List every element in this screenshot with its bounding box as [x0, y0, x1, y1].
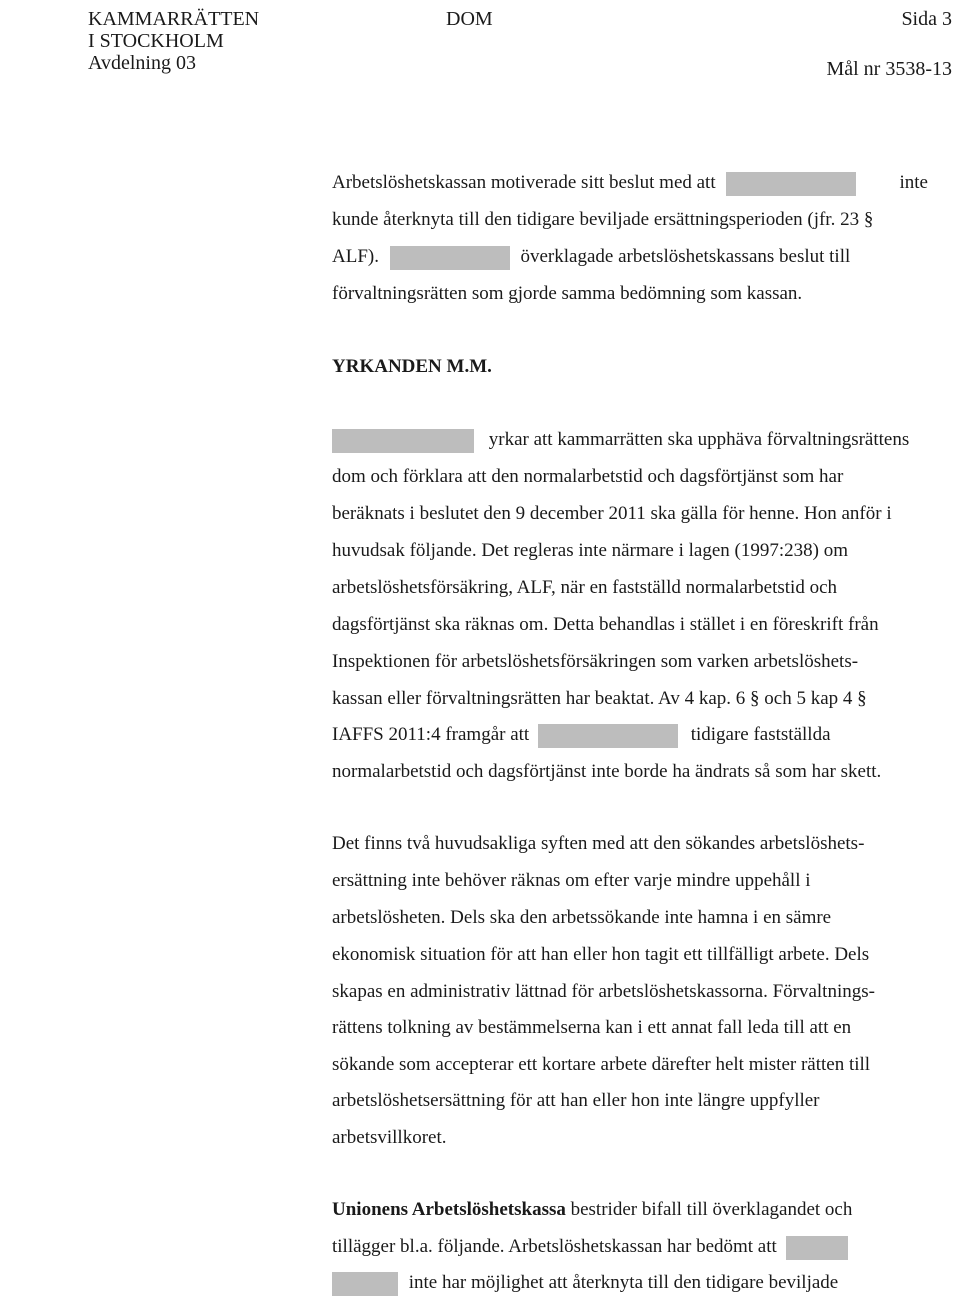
paragraph-line: förvaltningsrätten som gjorde samma bedömning som kassan. [332, 283, 803, 304]
redaction-block [538, 724, 678, 748]
division: Avdelning 03 [88, 52, 196, 74]
text-segment: tidigare fastställda [690, 724, 831, 745]
text-segment: tillägger bl.a. följande. Arbetslöshetskassan har bedömt att [332, 1236, 777, 1257]
paragraph-line: arbetslöshetsförsäkring, ALF, när en fastställd normalarbetstid och [332, 577, 838, 598]
paragraph-line: arbetsvillkoret. [332, 1127, 447, 1148]
party-name: Unionens Arbetslöshetskassa [332, 1199, 566, 1220]
court-name-line1: KAMMARRÄTTEN [88, 8, 260, 30]
paragraph-line: kassan eller förvaltningsrätten har beaktat. Av 4 kap. 6 § och 5 kap 4 § [332, 688, 867, 709]
paragraph-line: beräknats i beslutet den 9 december 2011 ska gälla för henne. Hon anför i [332, 503, 892, 524]
paragraph-line: rättens tolkning av bestämmelserna kan i ett annat fall leda till att en [332, 1017, 852, 1038]
paragraph-line: arbetslösheten. Dels ska den arbetssökande inte hamna i en sämre [332, 907, 832, 928]
paragraph-line [332, 722, 831, 748]
paragraph-line: kunde återknyta till den tidigare beviljade ersättningsperioden (jfr. 23 § [332, 209, 874, 230]
text-segment: bestrider bifall till överklagandet och [570, 1199, 853, 1220]
paragraph-line: arbetslöshetsersättning för att han eller hon inte längre uppfyller [332, 1090, 820, 1111]
text-segment: Arbetslöshetskassan motiverade sitt beslut med att [332, 172, 716, 193]
redaction-block [332, 429, 474, 453]
paragraph-line: sökande som accepterar ett kortare arbete därefter helt mister rätten till [332, 1054, 871, 1075]
paragraph-line [332, 1197, 852, 1223]
paragraph-line: skapas en administrativ lättnad för arbetslöshetskassorna. Förvaltnings- [332, 981, 875, 1002]
text-segment: ALF). [332, 246, 379, 267]
paragraph-line [332, 1234, 848, 1260]
text-segment: inte [899, 172, 928, 193]
case-number: Mål nr 3538-13 [826, 58, 952, 80]
paragraph-line: ersättning inte behöver räknas om efter varje mindre uppehåll i [332, 870, 811, 891]
redaction-block [332, 1272, 398, 1296]
text-segment: IAFFS 2011:4 framgår att [332, 724, 530, 745]
redaction-block [786, 1236, 848, 1260]
document-type: DOM [446, 8, 493, 30]
paragraph-line [332, 244, 850, 270]
paragraph-line [332, 427, 909, 453]
paragraph-line: Det finns två huvudsakliga syften med att den sökandes arbetslöshets- [332, 833, 865, 854]
paragraph-line: Inspektionen för arbetslöshetsförsäkringen som varken arbetslöshets- [332, 651, 859, 672]
paragraph-line: dagsförtjänst ska räknas om. Detta behandlas i stället i en föreskrift från [332, 614, 879, 635]
paragraph-line: huvudsak följande. Det regleras inte närmare i lagen (1997:238) om [332, 540, 848, 561]
paragraph-line: dom och förklara att den normalarbetstid och dagsförtjänst som har [332, 466, 844, 487]
redaction-block [390, 246, 510, 270]
page-number: Sida 3 [901, 8, 952, 30]
text-segment: inte har möjlighet att återknyta till den tidigare beviljade [408, 1272, 839, 1293]
court-name-line2: I STOCKHOLM [88, 30, 224, 52]
paragraph-line: ekonomisk situation för att han eller hon tagit ett tillfälligt arbete. Dels [332, 944, 870, 965]
court-name [88, 8, 259, 74]
paragraph-line: normalarbetstid och dagsförtjänst inte borde ha ändrats så som har skett. [332, 761, 882, 782]
paragraph-line [332, 1270, 838, 1296]
redaction-block [726, 172, 856, 196]
paragraph-line [332, 170, 928, 196]
text-segment: överklagade arbetslöshetskassans beslut till [520, 246, 851, 267]
text-segment: yrkar att kammarrätten ska upphäva förvaltningsrättens [488, 429, 910, 450]
section-heading: YRKANDEN M.M. [332, 356, 492, 377]
